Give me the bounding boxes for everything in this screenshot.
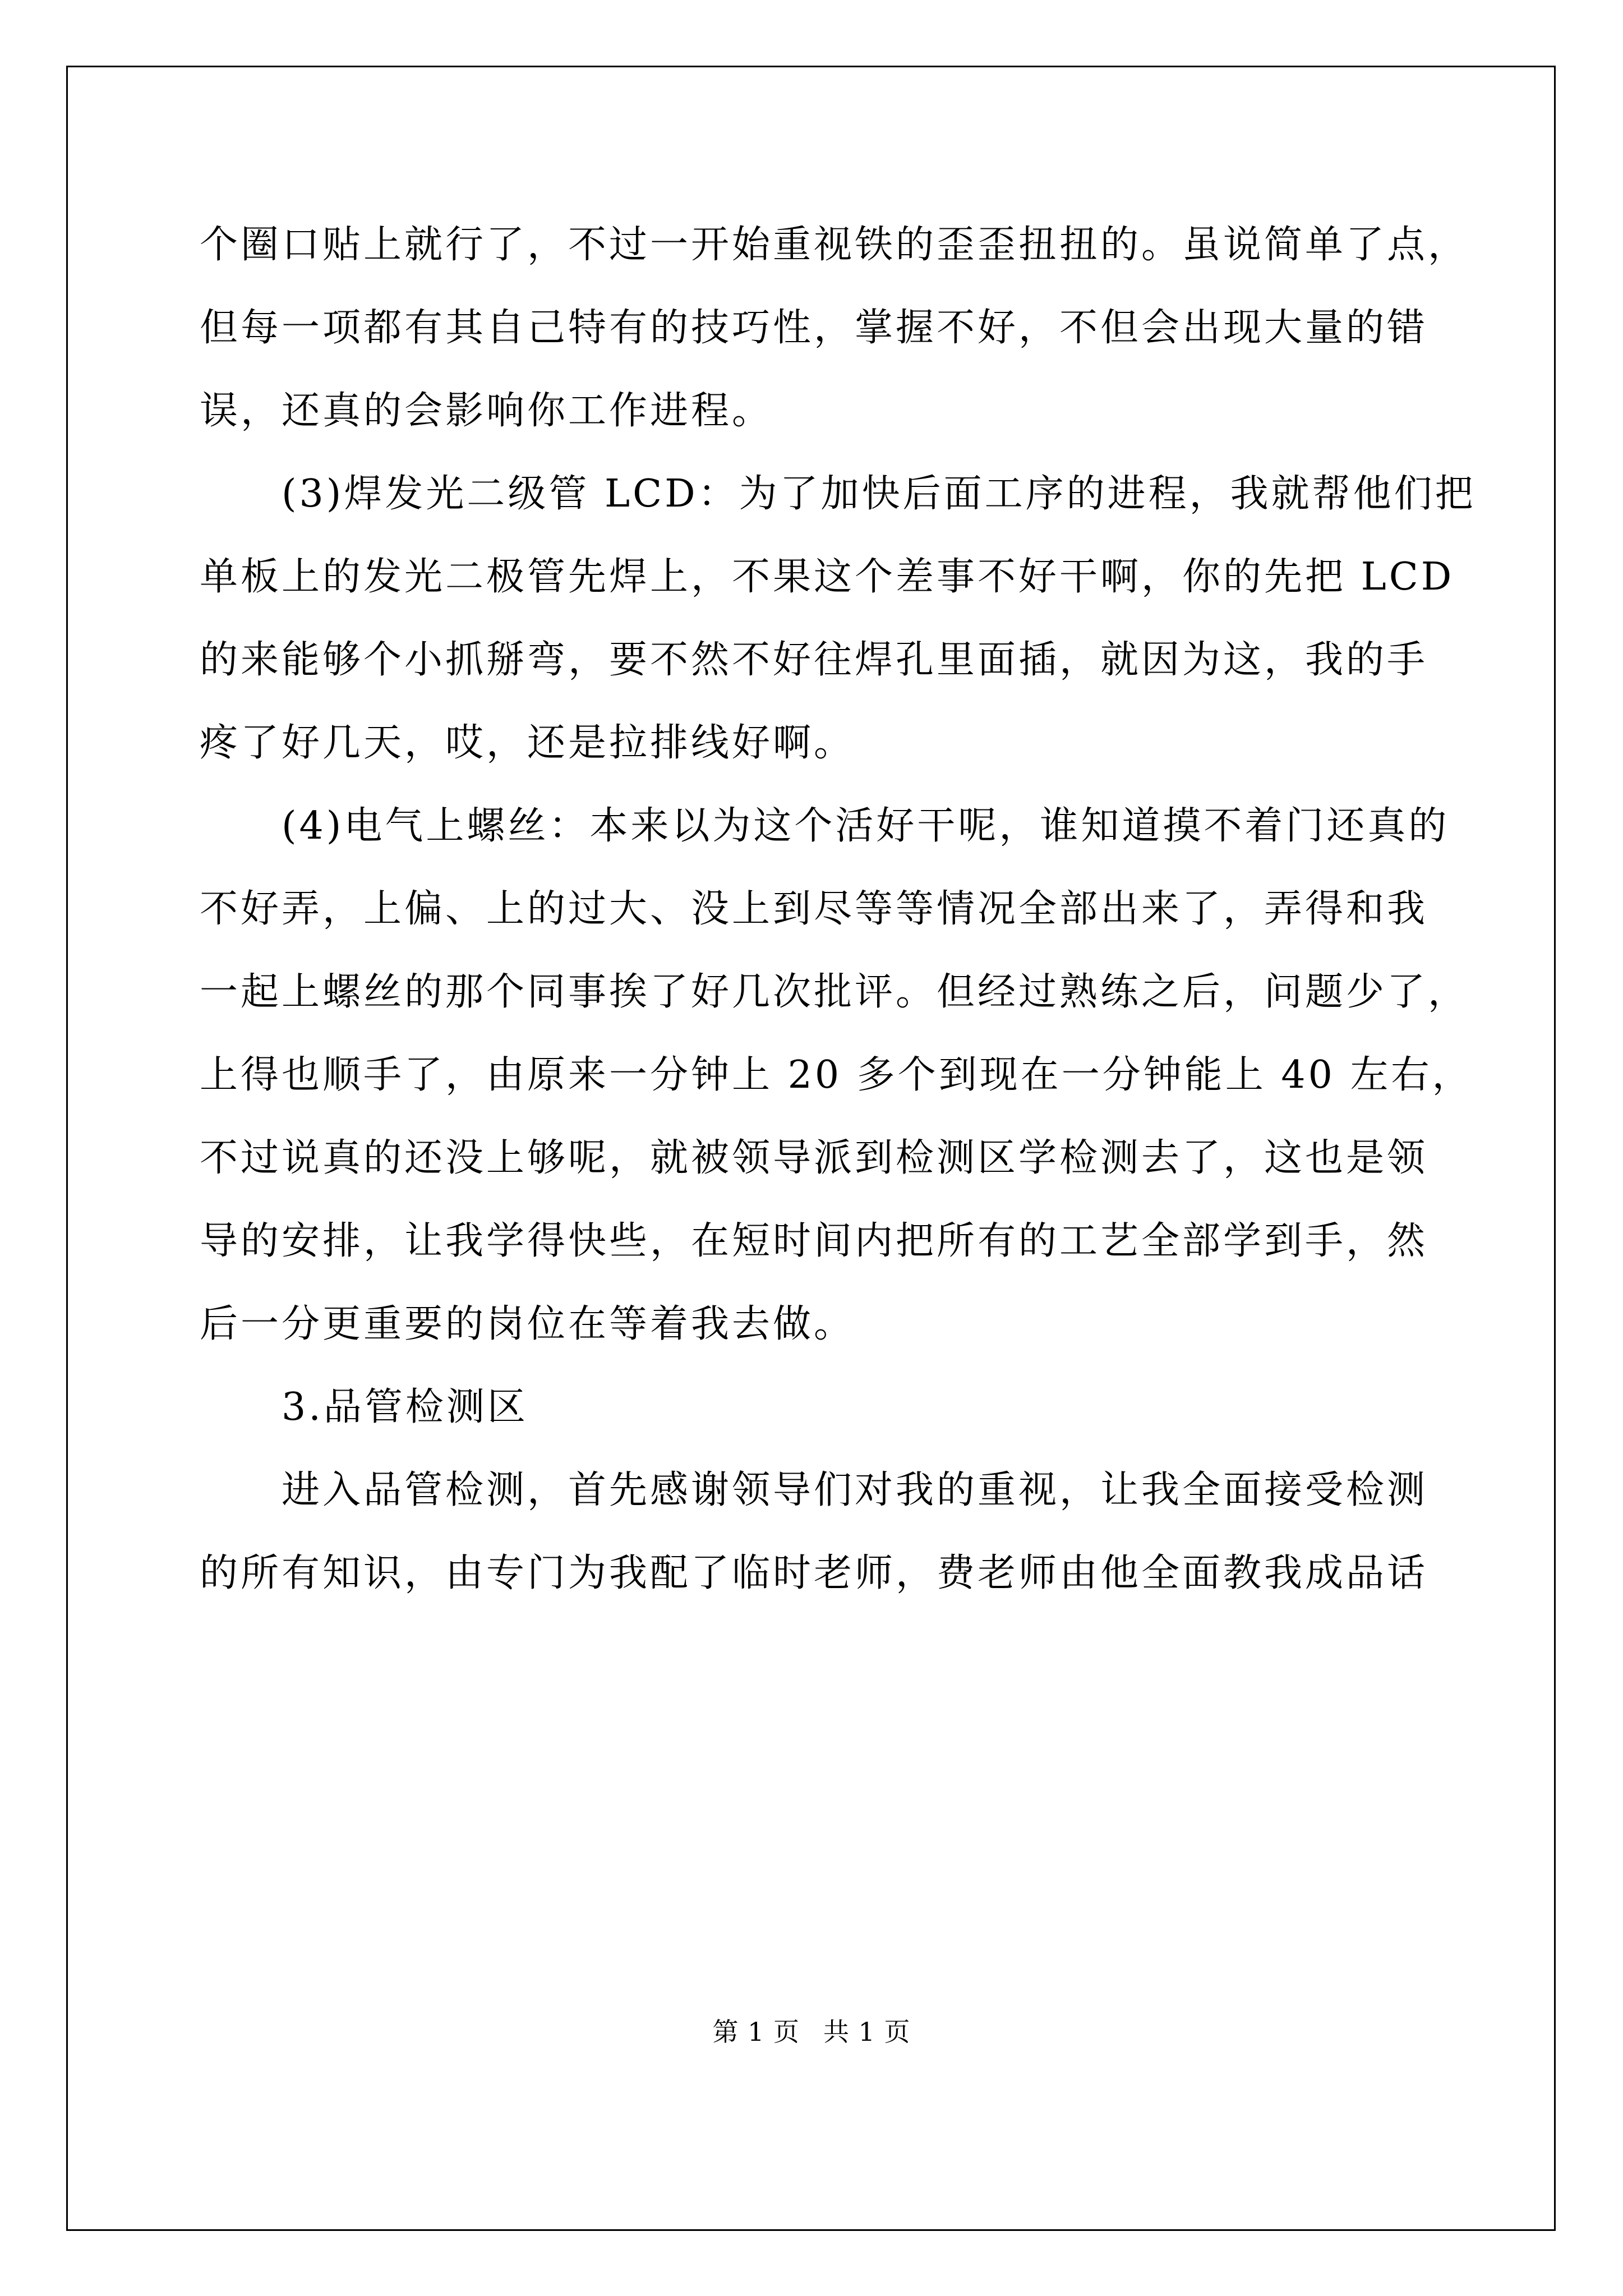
text-line: 不好弄，上偏、上的过大、没上到尽等等情况全部出来了，弄得和我 [200, 887, 1428, 931]
text-line: 单板上的发光二极管先焊上，不果这个差事不好干啊，你的先把 LCD [200, 555, 1455, 599]
text-line: (4)电气上螺丝：本来以为这个活好干呢，谁知道摸不着门还真的 [282, 804, 1450, 848]
text-line: 误，还真的会影响你工作进程。 [200, 389, 773, 433]
text-line: 后一分更重要的岗位在等着我去做。 [200, 1302, 855, 1346]
text-line: 导的安排，让我学得快些，在短时间内把所有的工艺全部学到手，然 [200, 1219, 1428, 1263]
text-line: 但每一项都有其自己特有的技巧性，掌握不好，不但会出现大量的错 [200, 306, 1428, 350]
page-total: 共 1 页 [823, 2017, 911, 2047]
text-line: 上得也顺手了，由原来一分钟上 20 多个到现在一分钟能上 40 左右， [200, 1053, 1473, 1097]
section-heading: 3.品管检测区 [282, 1385, 528, 1429]
text-line: 一起上螺丝的那个同事挨了好几次批评。但经过熟练之后，问题少了， [200, 970, 1469, 1014]
document-body [200, 204, 1476, 1615]
text-line: 疼了好几天，哎，还是拉排线好啊。 [200, 721, 855, 765]
text-line: 的来能够个小抓掰弯，要不然不好往焊孔里面插，就因为这，我的手 [200, 638, 1428, 682]
text-line: 的所有知识，由专门为我配了临时老师，费老师由他全面教我成品话 [200, 1551, 1428, 1595]
text-line: 进入品管检测，首先感谢领导们对我的重视，让我全面接受检测 [282, 1468, 1428, 1512]
text-line: (3)焊发光二级管 LCD：为了加快后面工序的进程，我就帮他们把 [282, 472, 1476, 516]
page-footer [0, 2015, 1623, 2049]
text-line: 个圈口贴上就行了，不过一开始重视铁的歪歪扭扭的。虽说简单了点， [200, 223, 1469, 267]
page-number: 第 1 页 [712, 2017, 800, 2047]
text-line: 不过说真的还没上够呢，就被领导派到检测区学检测去了，这也是领 [200, 1136, 1428, 1180]
